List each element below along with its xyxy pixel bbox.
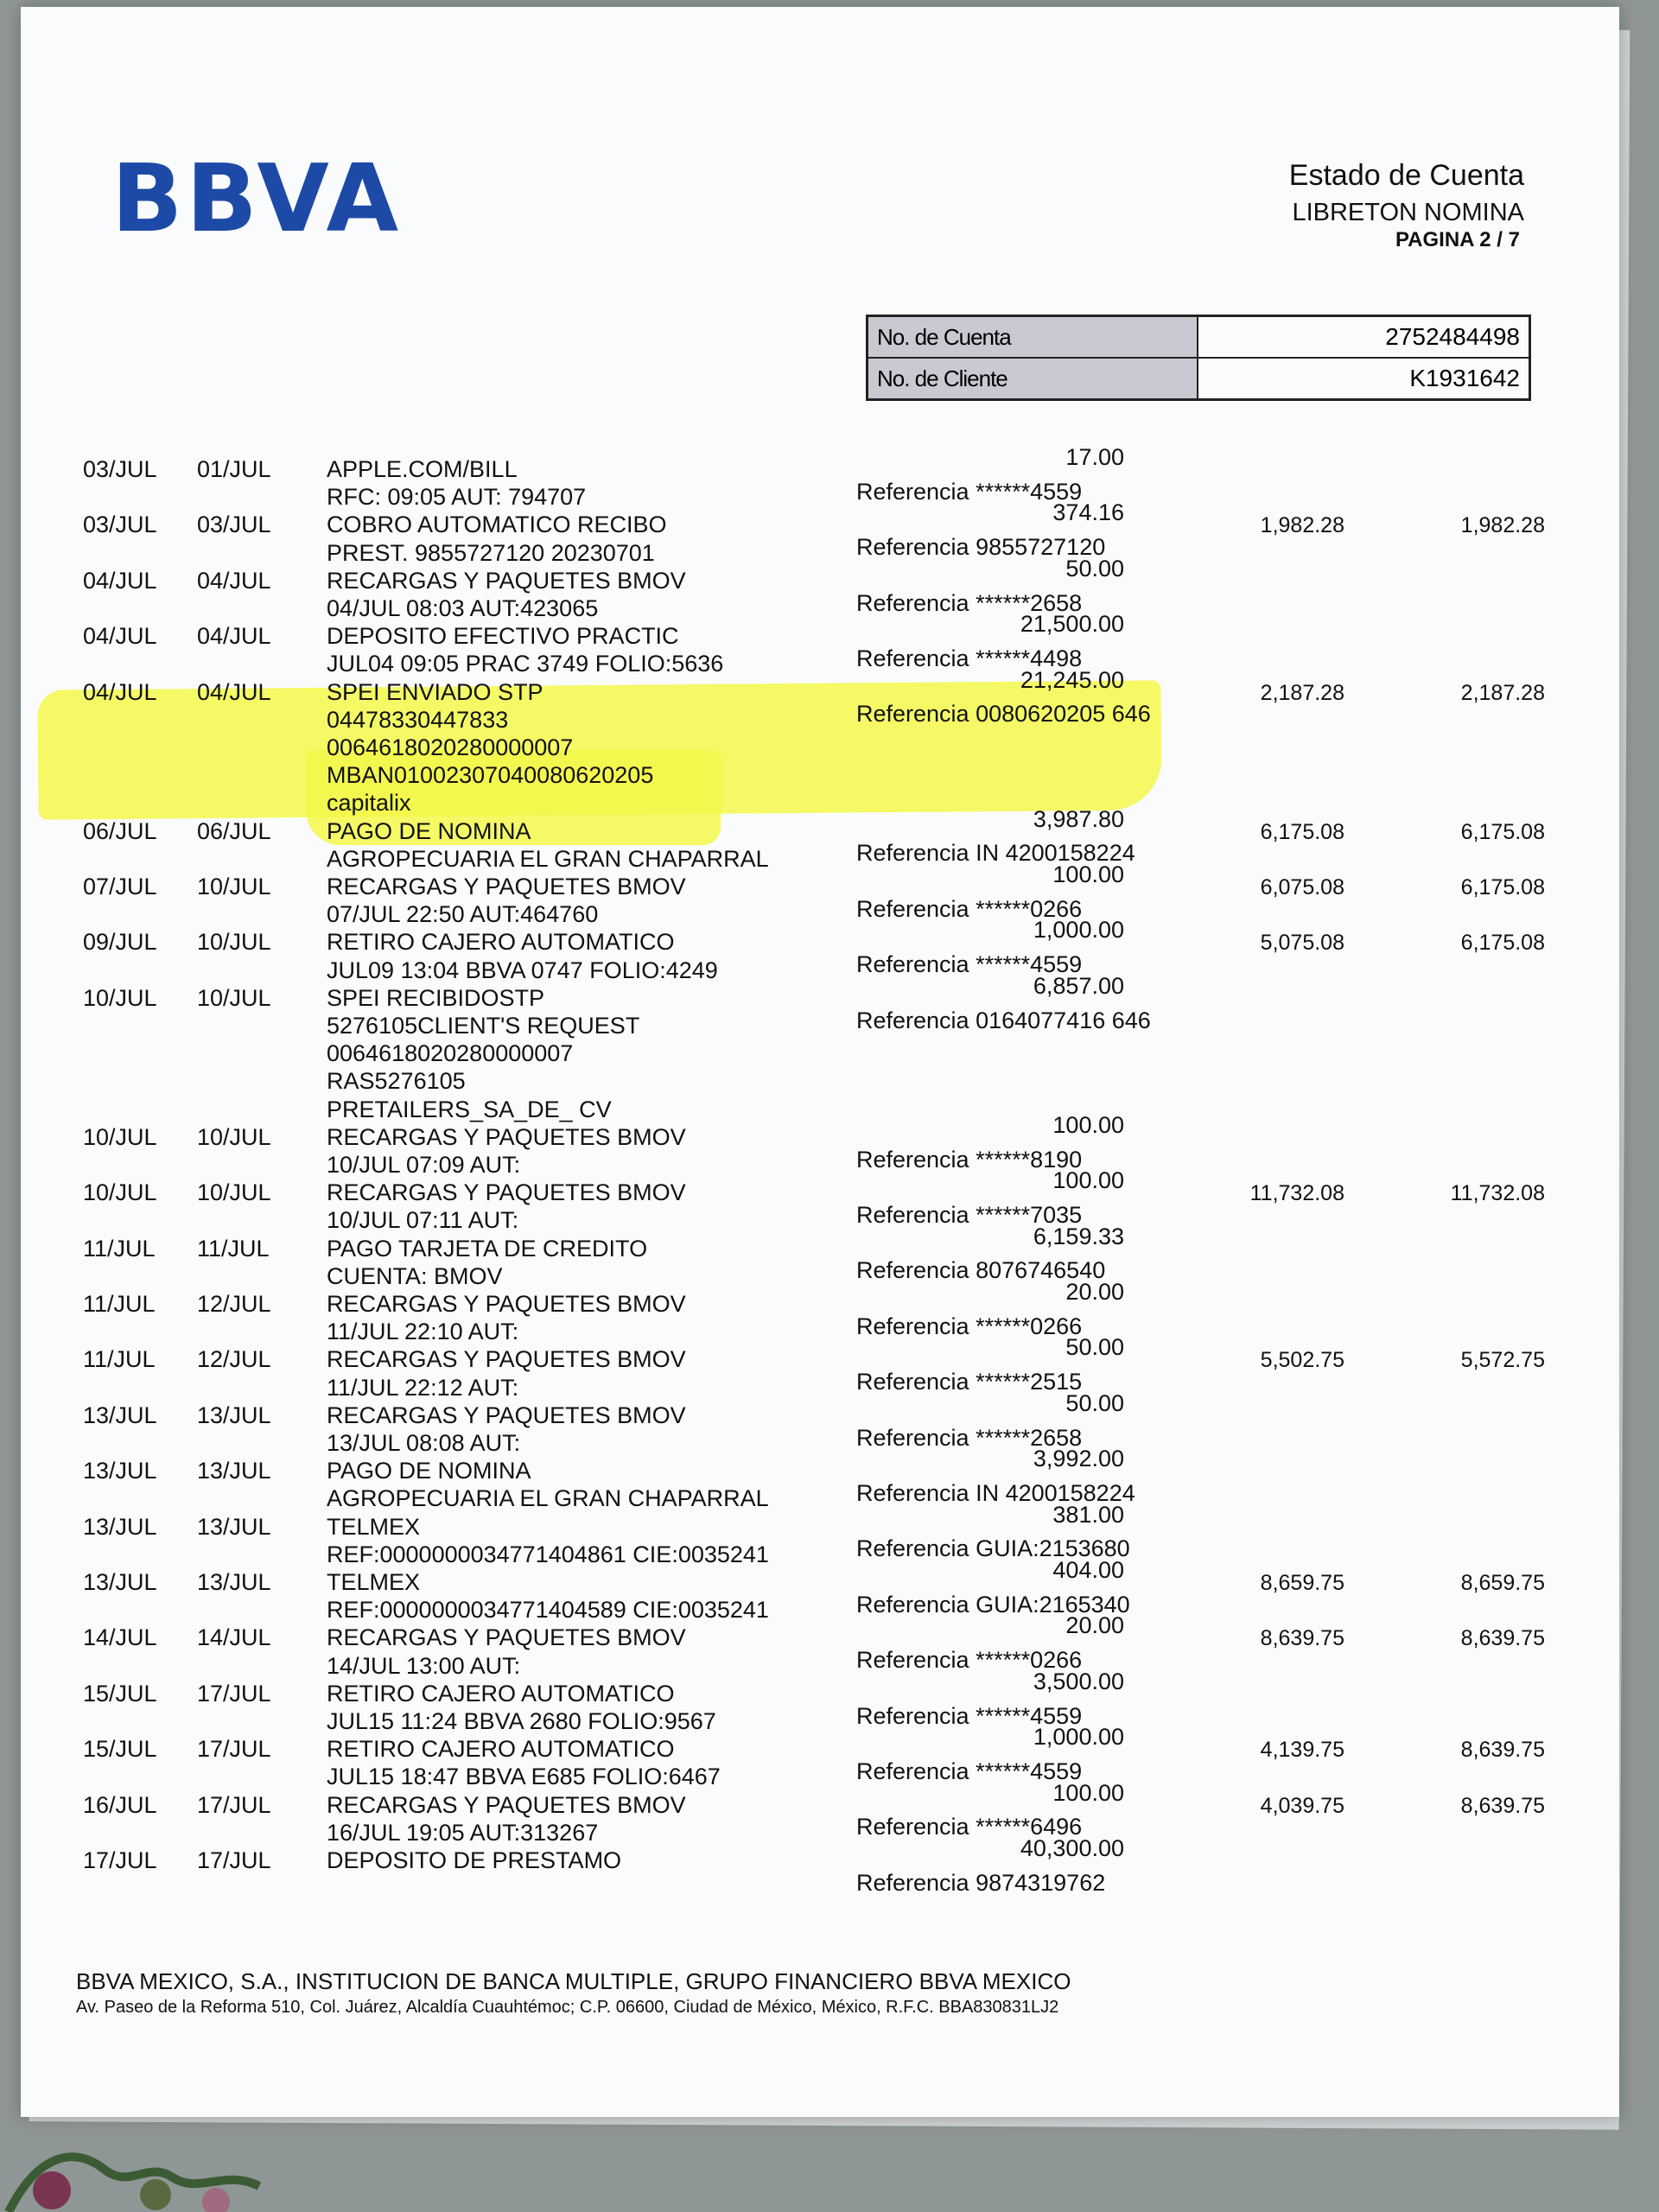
account-number-label: No. de Cuenta (868, 316, 1198, 359)
operation-date: 16/JUL (83, 1791, 157, 1818)
transaction-description: RETIRO CAJERO AUTOMATICO (327, 1680, 675, 1707)
settlement-balance: 5,572.75 (1460, 1348, 1545, 1373)
transaction-amount: 20.00 (1065, 1612, 1124, 1639)
transaction-detail-line: 11/JUL 22:12 AUT: (327, 1374, 519, 1401)
transaction-reference: Referencia ******0266 (856, 895, 1083, 922)
transaction-amount: 50.00 (1065, 555, 1124, 582)
transaction-reference: Referencia ******2515 (856, 1369, 1083, 1395)
operation-balance: 8,639.75 (1260, 1626, 1344, 1651)
transaction-detail-line: 11/JUL 22:10 AUT: (327, 1319, 519, 1345)
settlement-date: 17/JUL (197, 1847, 271, 1873)
footer-bank-name: BBVA MEXICO, S.A., INSTITUCION DE BANCA MULTIPLE, GRUPO FINANCIERO BBVA MEXICO (76, 1968, 1071, 1994)
operation-balance: 5,502.75 (1260, 1348, 1344, 1373)
transaction-amount: 20.00 (1065, 1279, 1124, 1305)
transaction-reference: Referencia 0164077416 646 (856, 1007, 1151, 1033)
settlement-date: 17/JUL (197, 1736, 271, 1763)
transaction-reference: Referencia ******4559 (856, 478, 1083, 505)
transaction-amount: 100.00 (1052, 1779, 1124, 1806)
transaction-reference: Referencia ******4559 (856, 1702, 1083, 1729)
transaction-description: PAGO TARJETA DE CREDITO (327, 1235, 648, 1262)
transaction-reference: Referencia IN 4200158224 (856, 1479, 1135, 1506)
transaction-reference: Referencia ******6496 (856, 1814, 1083, 1840)
operation-date: 04/JUL (83, 678, 157, 705)
settlement-balance: 2,187.28 (1460, 680, 1545, 705)
settlement-balance: 8,659.75 (1460, 1571, 1545, 1595)
transaction-reference: Referencia IN 4200158224 (856, 840, 1135, 867)
statement-title: Estado de Cuenta (1288, 159, 1524, 192)
settlement-date: 11/JUL (197, 1235, 270, 1262)
settlement-balance: 6,175.08 (1460, 931, 1545, 956)
transaction-reference: Referencia GUIA:2165340 (856, 1591, 1130, 1618)
operation-date: 07/JUL (83, 874, 157, 899)
operation-balance: 8,659.75 (1260, 1571, 1344, 1595)
transaction-amount: 3,992.00 (1033, 1446, 1124, 1472)
operation-date: 15/JUL (83, 1736, 157, 1763)
transaction-description: RECARGAS Y PAQUETES BMOV (327, 1402, 686, 1428)
transaction-detail-line: JUL09 13:04 BBVA 0747 FOLIO:4249 (327, 957, 718, 983)
transaction-description: RECARGAS Y PAQUETES BMOV (327, 567, 686, 594)
transaction-reference: Referencia ******4559 (856, 951, 1083, 978)
transaction-detail-line: 5276105CLIENT'S REQUEST (327, 1012, 640, 1039)
transaction-detail-line: JUL04 09:05 PRAC 3749 FOLIO:5636 (327, 651, 724, 677)
transaction-detail-line: 0064618020280000007 (327, 1040, 574, 1067)
operation-balance: 4,139.75 (1260, 1738, 1344, 1763)
transaction-amount: 100.00 (1052, 861, 1124, 887)
operation-date: 13/JUL (83, 1458, 157, 1484)
transaction-detail-line: 10/JUL 07:11 AUT: (327, 1207, 519, 1234)
transaction-detail-line: MBAN01002307040080620205 (327, 762, 654, 789)
transaction-description: RECARGAS Y PAQUETES BMOV (327, 1624, 686, 1651)
client-number-value: K1931642 (1198, 358, 1530, 400)
transaction-amount: 40,300.00 (1020, 1835, 1124, 1861)
operation-date: 13/JUL (83, 1569, 157, 1595)
operation-date: 09/JUL (83, 929, 157, 956)
operation-date: 06/JUL (83, 817, 157, 844)
transaction-description: TELMEX (327, 1513, 421, 1540)
transaction-description: SPEI ENVIADO STP (327, 678, 543, 705)
transaction-detail-line: 04/JUL 08:03 AUT:423065 (327, 594, 599, 621)
transaction-amount: 1,000.00 (1033, 1724, 1124, 1751)
settlement-balance: 8,639.75 (1460, 1793, 1545, 1818)
transaction-detail-line: PRETAILERS_SA_DE_ CV (327, 1096, 612, 1122)
transaction-reference: Referencia ******4559 (856, 1758, 1083, 1784)
fabric-background (0, 2108, 363, 2212)
transaction-description: RECARGAS Y PAQUETES BMOV (327, 1179, 686, 1206)
operation-balance: 1,982.28 (1260, 513, 1344, 538)
transaction-amount: 6,159.33 (1033, 1223, 1124, 1249)
transaction-description: RECARGAS Y PAQUETES BMOV (327, 1291, 686, 1317)
transaction-amount: 21,245.00 (1020, 666, 1124, 693)
transaction-amount: 374.16 (1052, 499, 1124, 526)
transaction-amount: 50.00 (1065, 1389, 1124, 1416)
transaction-reference: Referencia 0080620205 646 (856, 701, 1151, 728)
operation-balance: 2,187.28 (1260, 680, 1344, 705)
transaction-detail-line: JUL15 18:47 BBVA E685 FOLIO:6467 (327, 1764, 721, 1790)
transaction-description: RECARGAS Y PAQUETES BMOV (327, 1123, 686, 1150)
transaction-amount: 21,500.00 (1020, 611, 1124, 638)
settlement-date: 10/JUL (197, 929, 271, 956)
transaction-detail-line: JUL15 11:24 BBVA 2680 FOLIO:9567 (327, 1707, 716, 1734)
client-number-label: No. de Cliente (868, 358, 1198, 400)
transaction-reference: Referencia ******7035 (856, 1201, 1083, 1228)
settlement-date: 01/JUL (197, 456, 271, 482)
transaction-description: PAGO DE NOMINA (327, 817, 531, 844)
settlement-date: 13/JUL (197, 1458, 271, 1484)
transaction-detail-line: AGROPECUARIA EL GRAN CHAPARRAL (327, 1485, 769, 1512)
transaction-reference: Referencia ******0266 (856, 1647, 1083, 1674)
transaction-description: COBRO AUTOMATICO RECIBO (327, 512, 667, 538)
transaction-detail-line: REF:0000000034771404589 CIE:0035241 (327, 1597, 769, 1624)
account-number-value: 2752484498 (1198, 316, 1530, 359)
operation-date: 13/JUL (83, 1513, 157, 1540)
settlement-balance: 8,639.75 (1460, 1738, 1545, 1763)
operation-date: 13/JUL (83, 1402, 157, 1428)
settlement-date: 10/JUL (197, 1123, 271, 1150)
settlement-date: 04/JUL (197, 678, 271, 705)
transaction-detail-line: RAS5276105 (327, 1068, 466, 1095)
settlement-date: 04/JUL (197, 623, 271, 650)
settlement-balance: 8,639.75 (1460, 1626, 1545, 1651)
transaction-description: RECARGAS Y PAQUETES BMOV (327, 1791, 686, 1818)
operation-date: 10/JUL (83, 1179, 157, 1206)
operation-date: 11/JUL (83, 1291, 156, 1317)
transaction-amount: 3,987.80 (1033, 805, 1124, 832)
settlement-date: 12/JUL (197, 1291, 271, 1317)
operation-date: 11/JUL (83, 1346, 156, 1373)
settlement-date: 12/JUL (197, 1346, 271, 1373)
transaction-amount: 1,000.00 (1033, 917, 1124, 944)
transaction-amount: 100.00 (1052, 1167, 1124, 1194)
operation-date: 15/JUL (83, 1680, 157, 1707)
transaction-amount: 50.00 (1065, 1334, 1124, 1361)
settlement-date: 13/JUL (197, 1402, 271, 1428)
operation-balance: 6,175.08 (1260, 819, 1344, 844)
product-name: LIBRETON NOMINA (1292, 199, 1524, 226)
settlement-balance: 6,175.08 (1460, 819, 1545, 844)
transaction-detail-line: 07/JUL 22:50 AUT:464760 (327, 901, 599, 928)
footer-address: Av. Paseo de la Reforma 510, Col. Juárez, Alcaldía Cuauhtémoc; C.P. 06600, Ciudad de México, México, R.F.C. BBA830831LJ2 (76, 1998, 1059, 2017)
transaction-detail-line: 0064618020280000007 (327, 734, 574, 760)
transaction-detail-line: 14/JUL 13:00 AUT: (327, 1652, 521, 1679)
transaction-reference: Referencia 8076746540 (856, 1257, 1106, 1284)
transaction-description: DEPOSITO EFECTIVO PRACTIC (327, 623, 679, 650)
operation-date: 03/JUL (83, 456, 157, 482)
page-number: PAGINA 2 / 7 (1395, 228, 1520, 251)
transaction-amount: 404.00 (1052, 1557, 1124, 1583)
transaction-detail-line: 04478330447833 (327, 706, 509, 733)
operation-date: 04/JUL (83, 623, 157, 650)
transaction-reference: Referencia ******2658 (856, 589, 1083, 616)
settlement-date: 06/JUL (197, 817, 271, 844)
transaction-reference: Referencia GUIA:2153680 (856, 1535, 1130, 1562)
operation-date: 10/JUL (83, 1123, 157, 1150)
transaction-description: APPLE.COM/BILL (327, 456, 518, 482)
settlement-date: 14/JUL (197, 1624, 271, 1651)
transaction-description: TELMEX (327, 1569, 421, 1595)
operation-balance: 11,732.08 (1249, 1181, 1344, 1206)
transaction-description: RETIRO CAJERO AUTOMATICO (327, 1736, 675, 1763)
account-info-box (866, 315, 1531, 401)
operation-balance: 4,039.75 (1260, 1793, 1344, 1818)
settlement-date: 10/JUL (197, 874, 271, 899)
settlement-date: 04/JUL (197, 567, 271, 594)
transaction-description: PAGO DE NOMINA (327, 1458, 531, 1484)
transaction-amount: 17.00 (1065, 444, 1124, 470)
transaction-amount: 6,857.00 (1033, 972, 1124, 999)
statement-page (21, 7, 1619, 2117)
transaction-amount: 3,500.00 (1033, 1668, 1124, 1694)
transaction-reference: Referencia ******8190 (856, 1146, 1083, 1173)
transaction-amount: 381.00 (1052, 1501, 1124, 1528)
transaction-detail-line: 16/JUL 19:05 AUT:313267 (327, 1819, 599, 1846)
operation-date: 10/JUL (83, 984, 157, 1011)
transaction-description: SPEI RECIBIDOSTP (327, 984, 545, 1011)
settlement-date: 17/JUL (197, 1680, 271, 1707)
transaction-detail-line: REF:0000000034771404861 CIE:0035241 (327, 1541, 769, 1567)
transaction-detail-line: PREST. 9855727120 20230701 (327, 539, 655, 566)
transaction-description: RECARGAS Y PAQUETES BMOV (327, 874, 686, 899)
operation-date: 11/JUL (83, 1235, 156, 1262)
settlement-date: 10/JUL (197, 1179, 271, 1206)
settlement-date: 17/JUL (197, 1791, 271, 1818)
settlement-date: 13/JUL (197, 1513, 271, 1540)
transaction-reference: Referencia 9874319762 (856, 1869, 1106, 1896)
transaction-reference: Referencia ******4498 (856, 645, 1083, 671)
settlement-balance: 1,982.28 (1460, 513, 1545, 538)
transaction-amount: 100.00 (1052, 1111, 1124, 1138)
transaction-description: DEPOSITO DE PRESTAMO (327, 1847, 622, 1873)
settlement-date: 13/JUL (197, 1569, 271, 1595)
transaction-detail-line: capitalix (327, 790, 411, 817)
operation-balance: 5,075.08 (1260, 931, 1344, 956)
operation-date: 04/JUL (83, 567, 157, 594)
operation-date: 17/JUL (83, 1847, 157, 1873)
transaction-description: RETIRO CAJERO AUTOMATICO (327, 929, 675, 956)
transaction-detail-line: 10/JUL 07:09 AUT: (327, 1151, 521, 1178)
transaction-detail-line: AGROPECUARIA EL GRAN CHAPARRAL (327, 845, 769, 872)
transaction-reference: Referencia ******2658 (856, 1424, 1083, 1451)
operation-date: 03/JUL (83, 512, 157, 538)
settlement-balance: 11,732.08 (1450, 1181, 1545, 1206)
transaction-description: RECARGAS Y PAQUETES BMOV (327, 1346, 686, 1373)
operation-date: 14/JUL (83, 1624, 157, 1651)
transaction-reference: Referencia ******0266 (856, 1313, 1083, 1339)
operation-balance: 6,075.08 (1260, 875, 1344, 899)
settlement-date: 03/JUL (197, 512, 271, 538)
transaction-detail-line: 13/JUL 08:08 AUT: (327, 1429, 521, 1456)
transaction-detail-line: CUENTA: BMOV (327, 1262, 503, 1289)
settlement-balance: 6,175.08 (1460, 875, 1545, 899)
settlement-date: 10/JUL (197, 984, 271, 1011)
transaction-detail-line: RFC: 09:05 AUT: 794707 (327, 484, 587, 511)
bank-logo: BBVA (111, 145, 403, 253)
transaction-reference: Referencia 9855727120 (856, 534, 1106, 561)
